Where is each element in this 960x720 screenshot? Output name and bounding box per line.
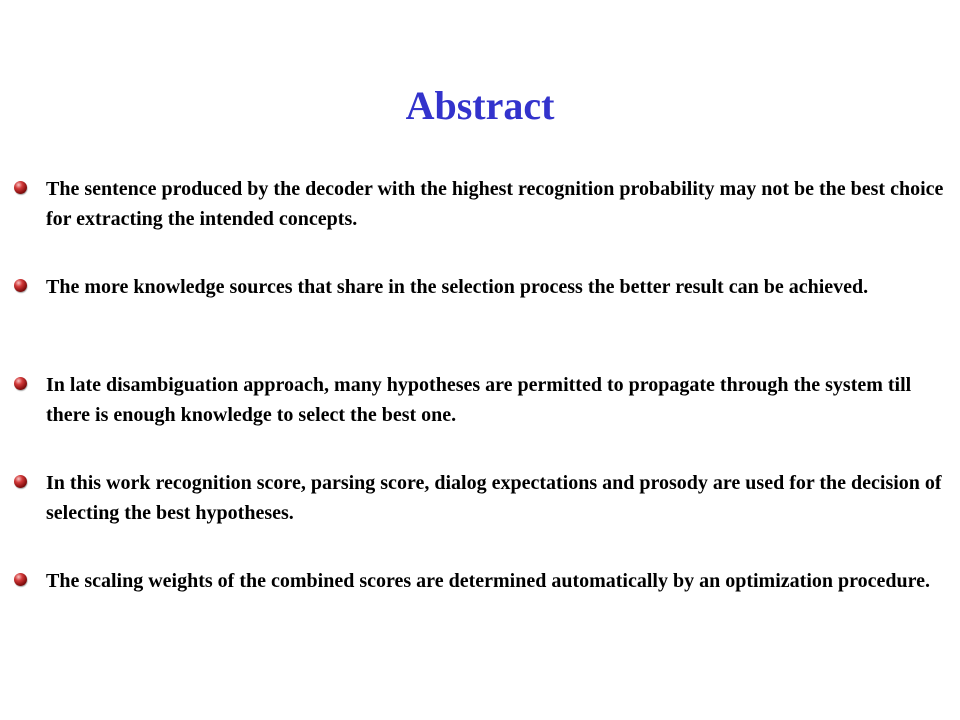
red-sphere-bullet-icon — [14, 377, 27, 390]
bullet-text: The sentence produced by the decoder with the highest recognition probability may not be the best choice for extracting the intended concepts. — [46, 178, 944, 230]
red-sphere-bullet-icon — [14, 279, 27, 292]
slide-title: Abstract — [405, 83, 555, 128]
bullet-text: The scaling weights of the combined scores are determined automatically by an optimization procedure. — [46, 570, 931, 592]
bullet-text: The more knowledge sources that share in the selection process the better result can be achieved. — [46, 276, 869, 298]
red-sphere-bullet-icon — [14, 573, 27, 586]
bullet-text: In late disambiguation approach, many hypotheses are permitted to propagate through the system till there is enough knowledge to select the best one. — [46, 374, 912, 426]
red-sphere-bullet-icon — [14, 475, 27, 488]
bullet-text: In this work recognition score, parsing score, dialog expectations and prosody are used for the decision of selecting the best hypotheses. — [46, 472, 942, 524]
red-sphere-bullet-icon — [14, 181, 27, 194]
